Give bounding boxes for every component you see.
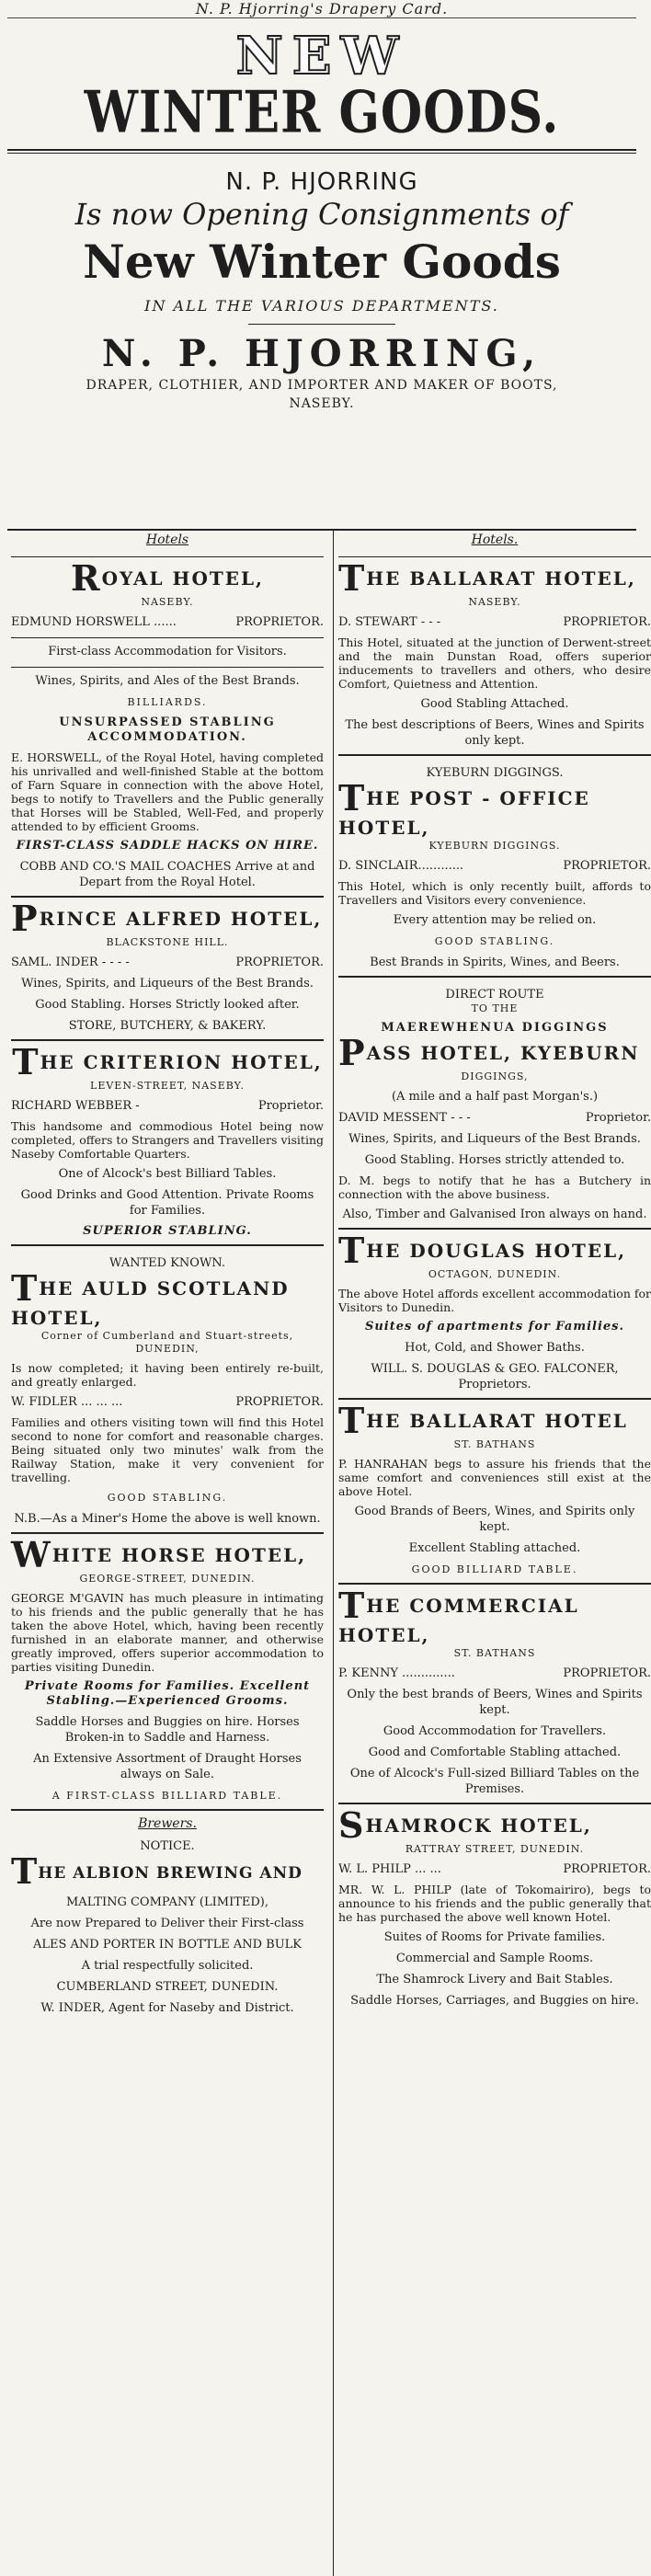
criterion-hotel-ad bbox=[11, 1041, 324, 1246]
drop-cap: P bbox=[11, 898, 40, 939]
ad-line: (A mile and a half past Morgan's.) bbox=[391, 1090, 599, 1104]
proprietor-line bbox=[338, 1666, 651, 1681]
hotel-location: LEVEN-STREET, NASEBY. bbox=[90, 1080, 245, 1092]
proprietor-title: Proprietor. bbox=[585, 1111, 651, 1125]
ad-line: First-class Accommodation for Visitors. bbox=[48, 645, 287, 658]
hotel-location: Corner of Cumberland and Stuart-streets, DUNEDIN, bbox=[40, 1330, 294, 1355]
hotel-location: RATTRAY STREET, DUNEDIN. bbox=[405, 1843, 585, 1855]
rule bbox=[11, 667, 324, 668]
ad-line: MALTING COMPANY (LIMITED), bbox=[66, 1895, 268, 1909]
hotel-name-text: HITE HORSE HOTEL, bbox=[51, 1544, 307, 1566]
ad-paragraph: This handsome and commodious Hotel being now completed, offers to Strangers and Travellers visiting Naseby Comfortable Quarters. bbox=[11, 1119, 324, 1161]
proprietor-title: PROPRIETOR. bbox=[235, 1395, 324, 1409]
drop-cap: T bbox=[338, 1400, 367, 1441]
ad-paragraph: Families and others visiting town will find this Hotel second to none for comfort and reasonable charges. Being situated only two minutes' walk from the Railway Station, make it very convenient for travelling. bbox=[11, 1415, 324, 1484]
short-rule bbox=[248, 324, 395, 325]
ad-paragraph: E. HORSWELL, of the Royal Hotel, having completed his unrivalled and well-finished Stable at the bottom of Farn Square in connection with the above Hotel, begs to notify to Travellers and the Public generally that Horses will be Stabled, Well-Fed, and properly attended to by efficient Grooms. bbox=[11, 750, 324, 833]
ad-line: A trial respectfully solicited. bbox=[81, 1959, 254, 1973]
hotel-name-text: HE COMMERCIAL HOTEL, bbox=[338, 1595, 579, 1646]
prince-alfred-hotel-ad bbox=[11, 898, 324, 1041]
proprietor-line bbox=[338, 1861, 651, 1877]
commercial-hotel-ad bbox=[338, 1585, 651, 1804]
ad-line: Good Stabling. Horses strictly attended to. bbox=[364, 1153, 625, 1167]
hotel-name bbox=[338, 777, 651, 840]
proprietor-name: W. FIDLER ... ... ... bbox=[11, 1395, 123, 1409]
ad-line: The best descriptions of Beers, Wines and Spirits only kept. bbox=[345, 718, 645, 748]
signature-name: N. P. HJORRING, bbox=[101, 332, 542, 375]
hotel-name bbox=[338, 1230, 651, 1271]
hotel-name-text: HE BALLARAT HOTEL bbox=[366, 1410, 628, 1432]
hotel-location: GEORGE-STREET, DUNEDIN. bbox=[79, 1573, 256, 1585]
proprietor-name: DAVID MESSENT - - - bbox=[338, 1111, 471, 1125]
brewer-name bbox=[11, 1850, 324, 1892]
hotel-name bbox=[338, 1032, 651, 1073]
ad-line: Good Stabling Attached. bbox=[420, 697, 569, 711]
proprietor-title: Proprietor. bbox=[257, 1099, 324, 1113]
ad-line: Good Stabling. Horses Strictly looked after. bbox=[35, 998, 300, 1012]
brewers-ad bbox=[11, 1811, 324, 2021]
drop-cap: T bbox=[12, 1041, 40, 1082]
ad-line: Private Rooms for Families. Excellent Stabling.—Experienced Grooms. bbox=[24, 1679, 311, 1708]
ad-line: COBB AND CO.'S MAIL COACHES Arrive at and Depart from the Royal Hotel. bbox=[19, 860, 315, 889]
hotel-name bbox=[338, 1585, 651, 1647]
ad-line: W. INDER, Agent for Naseby and District. bbox=[40, 2001, 294, 2015]
left-column bbox=[11, 531, 324, 2021]
intro-opening: Is now Opening Consignments of bbox=[74, 197, 569, 232]
hotel-location: NASEBY. bbox=[468, 596, 521, 608]
proprietor-name: SAML. INDER - - - - bbox=[11, 956, 130, 969]
ad-line: WANTED KNOWN. bbox=[109, 1256, 225, 1270]
ad-line: DIRECT ROUTE bbox=[445, 988, 544, 1002]
ballarat-hotel-st-bathans-ad bbox=[338, 1400, 651, 1585]
ad-line: Only the best brands of Beers, Wines and Spirits kept. bbox=[347, 1688, 643, 1717]
hotel-name-text: OYAL HOTEL, bbox=[101, 567, 265, 590]
drop-cap: T bbox=[338, 1585, 367, 1626]
hotel-name-text: RINCE ALFRED HOTEL, bbox=[39, 908, 323, 930]
ad-line: Good Accommodation for Travellers. bbox=[383, 1724, 607, 1738]
hotel-name bbox=[338, 557, 651, 599]
ad-paragraph: The above Hotel affords excellent accommodation for Visitors to Dunedin. bbox=[338, 1287, 651, 1314]
ad-line: Wines, Spirits, and Liqueurs of the Best Brands. bbox=[21, 977, 314, 990]
ad-line: Best Brands in Spirits, Wines, and Beers. bbox=[370, 956, 620, 969]
ad-line: SUPERIOR STABLING. bbox=[83, 1224, 252, 1238]
ad-line: MAEREWHENUA DIGGINGS bbox=[381, 1021, 609, 1035]
proprietor-name: RICHARD WEBBER - bbox=[11, 1099, 140, 1113]
left-column-heading: Hotels bbox=[145, 532, 189, 547]
ad-line: An Extensive Assortment of Draught Horses always on Sale. bbox=[33, 1752, 302, 1781]
ad-paragraph: P. HANRAHAN begs to assure his friends that the same comfort and conveniences still exist at the above Hotel. bbox=[338, 1457, 651, 1498]
ad-line: NOTICE. bbox=[140, 1839, 195, 1853]
headline-winter-goods: WINTER GOODS. bbox=[84, 78, 560, 146]
proprietor-name: P. KENNY .............. bbox=[338, 1666, 455, 1680]
proprietor-title: PROPRIETOR. bbox=[235, 956, 324, 969]
ad-line: Saddle Horses and Buggies on hire. Horses Broken-in to Saddle and Harness. bbox=[35, 1715, 300, 1745]
ad-line: Good and Comfortable Stabling attached. bbox=[368, 1746, 622, 1759]
brewer-name-text: HE ALBION BREWING AND bbox=[38, 1864, 303, 1883]
right-column bbox=[338, 531, 651, 2014]
proprietor-line bbox=[338, 858, 651, 874]
proprietor-line bbox=[11, 614, 324, 630]
ad-line: FIRST-CLASS SADDLE HACKS ON HIRE. bbox=[16, 839, 319, 853]
proprietor-title: PROPRIETOR. bbox=[563, 1862, 651, 1876]
proprietor-name: D. SINCLAIR............ bbox=[338, 859, 464, 873]
drop-cap: T bbox=[338, 1230, 367, 1271]
pass-hotel-ad bbox=[338, 978, 651, 1230]
proprietor-title: PROPRIETOR. bbox=[235, 615, 324, 629]
advert-columns bbox=[7, 529, 651, 2576]
drop-cap: T bbox=[338, 777, 367, 819]
proprietor-line bbox=[11, 1098, 324, 1114]
auld-scotland-hotel-ad bbox=[11, 1246, 324, 1534]
proprietor-name: D. STEWART - - - bbox=[338, 615, 441, 629]
ballarat-hotel-naseby-ad bbox=[338, 557, 651, 756]
hotel-name bbox=[11, 1534, 324, 1575]
shamrock-hotel-ad bbox=[338, 1804, 651, 2014]
ad-line: KYEBURN DIGGINGS. bbox=[426, 766, 564, 780]
proprietor-title: PROPRIETOR. bbox=[563, 615, 651, 629]
ad-line: WILL. S. DOUGLAS & GEO. FALCONER, Proprietors. bbox=[371, 1362, 619, 1391]
drop-cap: T bbox=[338, 557, 367, 599]
hotel-name-text: HAMROCK HOTEL, bbox=[365, 1815, 592, 1837]
double-rule bbox=[7, 149, 636, 154]
ad-line: Wines, Spirits, and Ales of the Best Brands. bbox=[35, 674, 300, 688]
hotel-name-text: HE CRITERION HOTEL, bbox=[40, 1051, 323, 1073]
hotel-name-text: HE BALLARAT HOTEL, bbox=[366, 567, 636, 590]
drop-cap: T bbox=[11, 1850, 39, 1892]
hotel-name bbox=[338, 1804, 651, 1846]
ad-line: Good Brands of Beers, Wines, and Spirits only kept. bbox=[354, 1505, 635, 1534]
brewers-heading: Brewers. bbox=[138, 1816, 197, 1831]
proprietor-name: W. L. PHILP ... ... bbox=[338, 1862, 441, 1876]
hotel-location: OCTAGON, DUNEDIN. bbox=[428, 1268, 562, 1280]
hotel-location: ST. BATHANS bbox=[453, 1647, 536, 1659]
intro-name: N. P. HJORRING bbox=[225, 168, 418, 196]
ad-line: TO THE bbox=[471, 1002, 519, 1014]
hotel-location: ST. BATHANS bbox=[453, 1438, 536, 1450]
intro-departments: IN ALL THE VARIOUS DEPARTMENTS. bbox=[144, 297, 499, 315]
ad-line: Saddle Horses, Carriages, and Buggies on hire. bbox=[350, 1994, 639, 2008]
proprietor-line bbox=[11, 1394, 324, 1410]
proprietor-name: EDMUND HORSWELL ...... bbox=[11, 615, 177, 629]
ad-line: Wines, Spirits, and Liqueurs of the Best Brands. bbox=[348, 1132, 641, 1146]
white-horse-hotel-ad bbox=[11, 1534, 324, 1811]
proprietor-line bbox=[11, 955, 324, 970]
ad-paragraph: This Hotel, situated at the junction of Derwent-street and the main Dunstan Road, offers superior inducements to travellers and others, who desire Comfort, Quietness and Attention. bbox=[338, 635, 651, 691]
post-office-hotel-ad bbox=[338, 756, 651, 978]
hotel-name bbox=[11, 1267, 324, 1330]
ad-paragraph: Is now completed; it having been entirely re-built, and greatly enlarged. bbox=[11, 1361, 324, 1389]
ad-line: GOOD BILLIARD TABLE. bbox=[411, 1563, 578, 1575]
proprietor-title: PROPRIETOR. bbox=[563, 1666, 651, 1680]
hotel-name-text: HE POST - OFFICE HOTEL, bbox=[338, 787, 590, 839]
hotel-name bbox=[338, 1400, 651, 1441]
ad-line: GOOD STABLING. bbox=[434, 935, 555, 947]
drop-cap: P bbox=[338, 1032, 367, 1073]
ad-paragraph: GEORGE M'GAVIN has much pleasure in intimating to his friends and the public generally that he has taken the above Hotel, which, having been recently furnished in an elaborate manner, and otherwise greatly improved, offers superior accommodation to parties visiting Dunedin. bbox=[11, 1591, 324, 1674]
ad-line: Hot, Cold, and Shower Baths. bbox=[405, 1341, 585, 1355]
ad-line: Commercial and Sample Rooms. bbox=[395, 1952, 594, 1965]
ad-line: GOOD STABLING. bbox=[107, 1492, 228, 1504]
ad-line: Also, Timber and Galvanised Iron always on hand. bbox=[342, 1208, 647, 1221]
ad-paragraph: This Hotel, which is only recently built, affords to Travellers and Visitors every convenience. bbox=[338, 879, 651, 907]
hotel-name bbox=[11, 557, 324, 599]
ad-line: One of Alcock's best Billiard Tables. bbox=[58, 1167, 277, 1181]
ad-line: A FIRST-CLASS BILLIARD TABLE. bbox=[51, 1790, 283, 1802]
hotel-name-text: ASS HOTEL, KYEBURN bbox=[366, 1042, 640, 1064]
hotel-location: BLACKSTONE HILL. bbox=[106, 936, 229, 948]
hotel-name-text: HE AULD SCOTLAND HOTEL, bbox=[11, 1277, 290, 1329]
drop-cap: S bbox=[338, 1804, 366, 1846]
drop-cap: W bbox=[11, 1534, 52, 1575]
ad-line: STORE, BUTCHERY, & BAKERY. bbox=[68, 1019, 267, 1033]
ad-line: Every attention may be relied on. bbox=[393, 913, 597, 927]
intro-new-winter-goods: New Winter Goods bbox=[83, 235, 561, 289]
proprietor-line bbox=[338, 614, 651, 630]
hotel-location: DIGGINGS, bbox=[461, 1070, 529, 1082]
hotel-location: NASEBY. bbox=[141, 596, 194, 608]
drop-cap: T bbox=[11, 1267, 40, 1309]
running-head: N. P. Hjorring's Drapery Card. bbox=[7, 0, 636, 18]
signature-town: NASEBY. bbox=[289, 396, 355, 411]
headline-new: NEW bbox=[235, 26, 408, 86]
proprietor-line bbox=[338, 1110, 651, 1126]
ad-line: Good Drinks and Good Attention. Private Rooms for Families. bbox=[20, 1188, 314, 1218]
ad-paragraph: D. M. begs to notify that he has a Butchery in connection with the above business. bbox=[338, 1174, 651, 1201]
hotel-name bbox=[11, 898, 324, 939]
douglas-hotel-ad bbox=[338, 1230, 651, 1400]
hotel-location: KYEBURN DIGGINGS. bbox=[428, 840, 561, 852]
right-column-heading: Hotels. bbox=[471, 532, 519, 547]
ad-line: UNSURPASSED STABLING ACCOMMODATION. bbox=[59, 716, 276, 744]
drop-cap: R bbox=[70, 557, 102, 599]
proprietor-title: PROPRIETOR. bbox=[563, 859, 651, 873]
royal-hotel-ad bbox=[11, 557, 324, 898]
ad-line: ALES AND PORTER IN BOTTLE AND BULK bbox=[32, 1938, 303, 1952]
hotel-name-text: HE DOUGLAS HOTEL, bbox=[366, 1240, 627, 1262]
ad-line: CUMBERLAND STREET, DUNEDIN. bbox=[56, 1980, 279, 1994]
ad-line: The Shamrock Livery and Bait Stables. bbox=[376, 1973, 613, 1986]
ad-paragraph: MR. W. L. PHILP (late of Tokomairiro), begs to announce to his friends and the public generally that he has purchased the above well known Hotel. bbox=[338, 1883, 651, 1924]
ad-line: N.B.—As a Miner's Home the above is well known. bbox=[14, 1512, 321, 1526]
rule bbox=[11, 637, 324, 638]
ad-line: One of Alcock's Full-sized Billiard Tables on the Premises. bbox=[349, 1767, 640, 1796]
ad-line: Suites of apartments for Families. bbox=[364, 1320, 625, 1334]
ad-line: Excellent Stabling attached. bbox=[408, 1541, 581, 1555]
ad-line: Are now Prepared to Deliver their First-class bbox=[30, 1917, 304, 1930]
signature-trades: DRAPER, CLOTHIER, AND IMPORTER AND MAKER OF BOOTS, bbox=[86, 378, 558, 393]
ad-line: BILLIARDS. bbox=[127, 696, 208, 708]
ad-line: Suites of Rooms for Private families. bbox=[383, 1930, 606, 1944]
hotel-name bbox=[11, 1041, 324, 1082]
